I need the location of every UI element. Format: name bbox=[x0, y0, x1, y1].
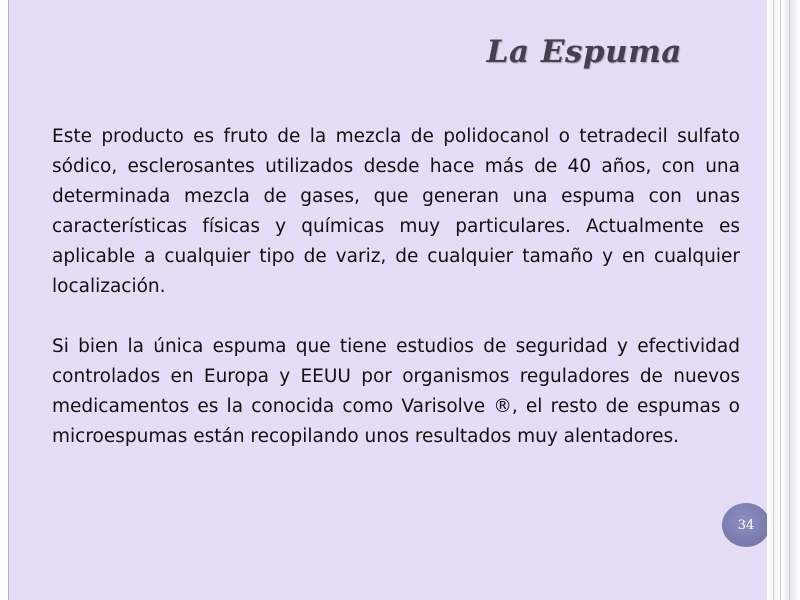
rail-line bbox=[789, 0, 790, 600]
right-decorative-rail bbox=[767, 0, 800, 600]
page-number: 34 bbox=[737, 517, 755, 533]
rail-line bbox=[780, 0, 781, 600]
paragraph-2: Si bien la única espuma que tiene estudios de seguridad y efectividad controlados en Europa y EEUU por organismos reguladores de nuevos medicamentos es la conocida como Varisolve ®, el resto de espumas o microespumas están recopilando unos resultados muy alentadores. bbox=[52, 336, 740, 447]
paragraph-1: Este producto es fruto de la mezcla de polidocanol o tetradecil sulfato sódico, esclerosantes utilizados desde hace más de 40 años, con una determinada mezcla de gases, que generan una espuma con unas características físicas y químicas muy particulares. Actualmente es aplicable a cualquier tipo de variz, de cualquier tamaño y en cualquier localización. bbox=[52, 126, 740, 297]
slide-title: La Espuma bbox=[486, 34, 682, 70]
slide-body bbox=[52, 122, 740, 452]
page-number-badge bbox=[722, 503, 770, 547]
slide-frame bbox=[8, 0, 768, 600]
rail-line bbox=[773, 0, 774, 600]
